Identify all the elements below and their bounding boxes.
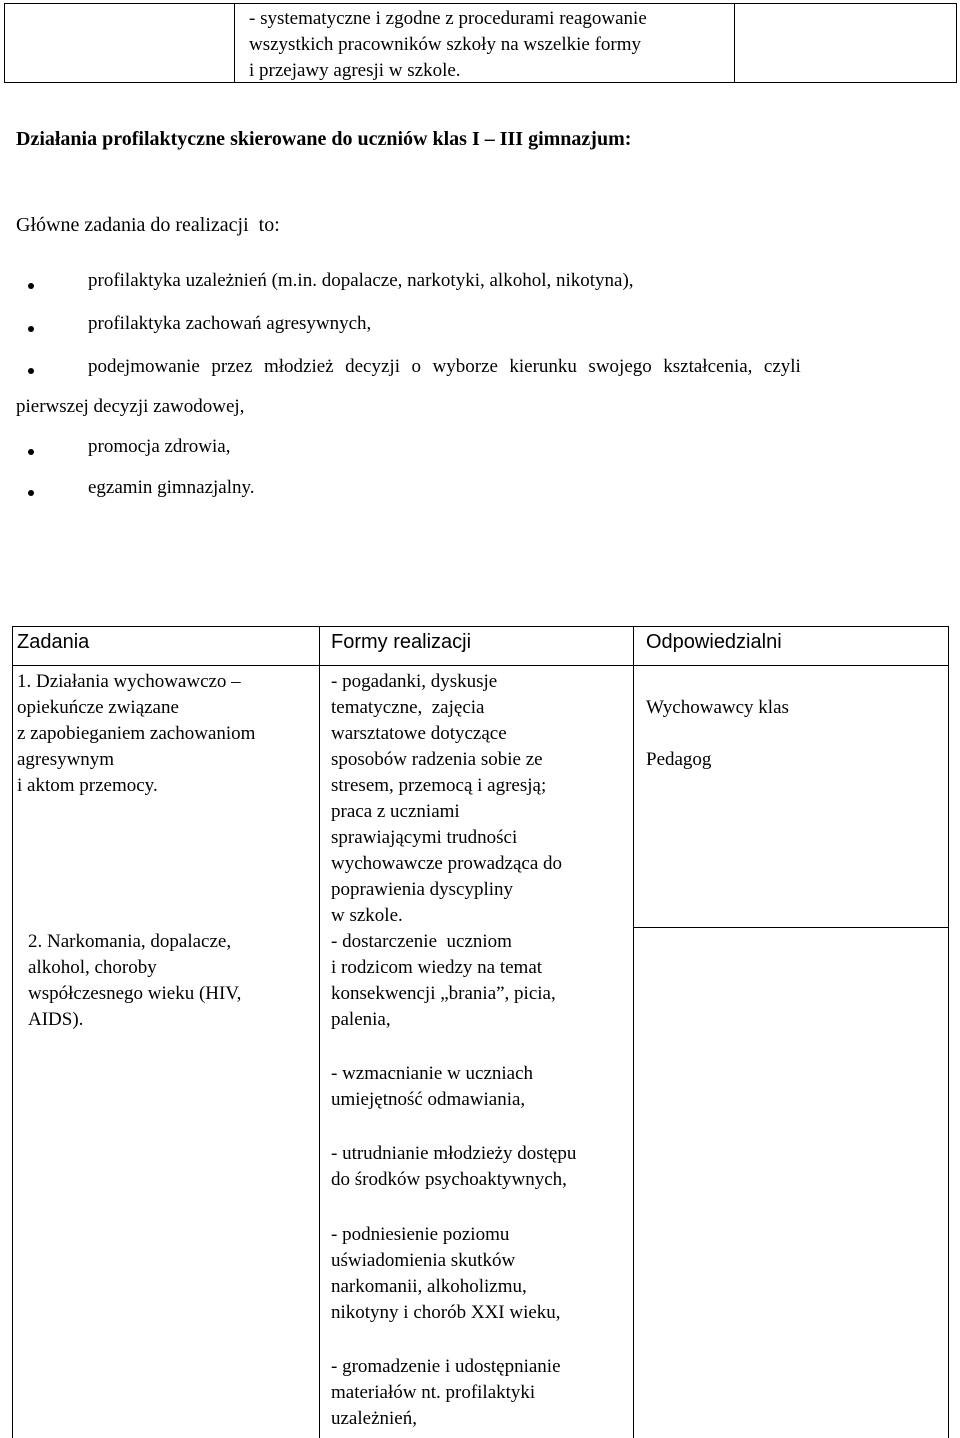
bullet-dot-icon xyxy=(28,490,34,496)
top-table xyxy=(4,3,957,83)
cell-line: uzależnień, xyxy=(331,1408,417,1429)
cell-line: uświadomienia skutków xyxy=(331,1250,516,1271)
cell-line: z zapobieganiem zachowaniom xyxy=(17,723,256,744)
cell-line: sprawiającymi trudności xyxy=(331,827,518,848)
responsible-1: Wychowawcy klas xyxy=(646,697,789,718)
bullet-dot-icon xyxy=(28,283,34,289)
responsible-2: Pedagog xyxy=(646,749,712,770)
header-divider xyxy=(13,665,948,666)
form-2c-cell xyxy=(331,1141,576,1193)
cell-line: praca z uczniami xyxy=(331,801,460,822)
cell-line: wychowawcze prowadząca do xyxy=(331,853,563,874)
cell-line: AIDS). xyxy=(28,1009,84,1030)
cell-line: poprawienia dyscypliny xyxy=(331,879,514,900)
bullet-item: profilaktyka zachowań agresywnych, xyxy=(88,313,372,334)
bullet-item: egzamin gimnazjalny. xyxy=(88,477,255,498)
top-table-line: i przejawy agresji w szkole. xyxy=(249,60,461,81)
cell-line: tematyczne, zajęcia xyxy=(331,697,485,718)
cell-line: - wzmacnianie w uczniach xyxy=(331,1063,534,1084)
cell-line: palenia, xyxy=(331,1009,391,1030)
bullet-item: podejmowanie przez młodzież decyzji o wyborze kierunku swojego kształcenia, czyli xyxy=(88,356,801,377)
column-divider xyxy=(633,627,634,1438)
bullet-dot-icon xyxy=(28,449,34,455)
column-divider xyxy=(319,627,320,1438)
bullet-item-continuation: pierwszej decyzji zawodowej, xyxy=(16,396,245,417)
form-1-cell xyxy=(331,669,562,929)
cell-line: materiałów nt. profilaktyki xyxy=(331,1382,536,1403)
task-1-cell xyxy=(17,669,255,799)
cell-line: - utrudnianie młodzieży dostępu xyxy=(331,1143,577,1164)
bullet-dot-icon xyxy=(28,326,34,332)
cell-line: konsekwencji „brania”, picia, xyxy=(331,983,556,1004)
top-table-empty-cell xyxy=(5,4,235,82)
cell-line: 2. Narkomania, dopalacze, xyxy=(28,931,232,952)
top-table-line: wszystkich pracowników szkoły na wszelkie formy xyxy=(249,34,642,55)
cell-line: opiekuńcze związane xyxy=(17,697,179,718)
bullet-dot-icon xyxy=(28,368,34,374)
cell-line: - podniesienie poziomu xyxy=(331,1224,510,1245)
tasks-table xyxy=(12,626,949,1438)
top-table-line: - systematyczne i zgodne z procedurami reagowanie xyxy=(249,8,647,29)
bullet-item: profilaktyka uzależnień (m.in. dopalacze, narkotyki, alkohol, nikotyna), xyxy=(88,270,634,291)
cell-line: - pogadanki, dyskusje xyxy=(331,671,498,692)
cell-line: warsztatowe dotyczące xyxy=(331,723,507,744)
row-divider xyxy=(633,927,948,928)
intro-text: Główne zadania do realizacji to: xyxy=(16,214,280,236)
cell-line: stresem, przemocą i agresją; xyxy=(331,775,547,796)
cell-line: współczesnego wieku (HIV, xyxy=(28,983,242,1004)
cell-line: umiejętność odmawiania, xyxy=(331,1089,526,1110)
cell-line: - gromadzenie i udostępnianie xyxy=(331,1356,561,1377)
cell-line: nikotyny i chorób XXI wieku, xyxy=(331,1302,561,1323)
header-zadania: Zadania xyxy=(17,631,90,653)
cell-line: narkomanii, alkoholizmu, xyxy=(331,1276,527,1297)
cell-line: w szkole. xyxy=(331,905,403,926)
form-2b-cell xyxy=(331,1061,533,1113)
cell-line: 1. Działania wychowawczo – xyxy=(17,671,241,692)
form-2a-cell xyxy=(331,929,556,1033)
task-2-cell xyxy=(28,929,241,1033)
section-heading: Działania profilaktyczne skierowane do uczniów klas I – III gimnazjum: xyxy=(16,128,632,150)
cell-line: sposobów radzenia sobie ze xyxy=(331,749,543,770)
cell-line: - dostarczenie uczniom xyxy=(331,931,512,952)
cell-line: agresywnym xyxy=(17,749,115,770)
cell-line: i rodzicom wiedzy na temat xyxy=(331,957,543,978)
cell-line: alkohol, choroby xyxy=(28,957,157,978)
cell-line: i aktom przemocy. xyxy=(17,775,158,796)
cell-line: do środków psychoaktywnych, xyxy=(331,1169,567,1190)
header-odpowiedzialni: Odpowiedzialni xyxy=(646,631,782,653)
header-formy-realizacji: Formy realizacji xyxy=(331,631,472,653)
top-table-text-cell xyxy=(235,4,735,82)
form-2d-cell xyxy=(331,1222,561,1326)
bullet-item: promocja zdrowia, xyxy=(88,436,231,457)
form-2e-cell xyxy=(331,1354,561,1432)
